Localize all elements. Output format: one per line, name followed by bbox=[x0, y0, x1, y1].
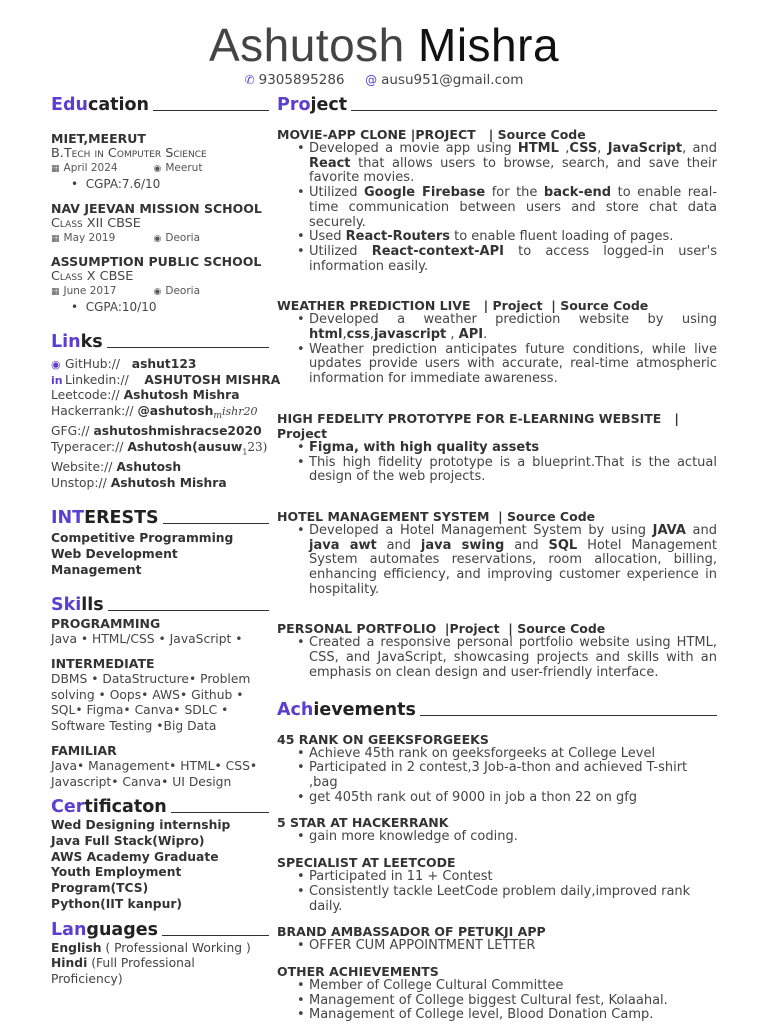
certification-item: Wed Designing internship bbox=[51, 818, 231, 833]
achievement-bullet: • Achieve 45th rank on geeksforgeeks at College Level bbox=[309, 747, 717, 762]
achievement-heading: 5 STAR AT HACKERRANK bbox=[277, 815, 449, 831]
achievement-bullet: • Management of College biggest Cultural fest, Kolaahal. bbox=[309, 994, 717, 1009]
source-code-link[interactable]: | Source Code bbox=[498, 508, 596, 524]
source-code-link[interactable]: | Source Code bbox=[508, 621, 606, 637]
grade: • CGPA:10/10 bbox=[71, 300, 157, 314]
project-bullet: • Utilized React-context-API to access logged-in user's information easily. bbox=[309, 245, 717, 274]
linkedin-icon: in bbox=[51, 373, 63, 387]
links-title: Lin ks bbox=[51, 331, 269, 353]
skill-list: Java • HTML/CSS • JavaScript • bbox=[51, 632, 243, 647]
link-website[interactable]: Website:// Ashutosh bbox=[51, 459, 182, 474]
education-entry bbox=[51, 201, 269, 246]
left-column bbox=[51, 94, 281, 988]
skill-group-intermediate: INTERMEDIATE bbox=[51, 656, 155, 672]
interests-title: INT ERESTS bbox=[51, 507, 269, 529]
project-entry bbox=[277, 411, 717, 485]
project-link[interactable]: | Project bbox=[483, 298, 543, 314]
interest-item: Management bbox=[51, 562, 142, 577]
achievement-heading: SPECIALIST AT LEETCODE bbox=[277, 855, 456, 871]
achievement-heading: OTHER ACHIEVEMENTS bbox=[277, 963, 439, 979]
project-heading: HIGH FEDELITY PROTOTYPE FOR E-LEARNING WEBSITE | Project bbox=[277, 410, 679, 441]
education-meta: ▦ June 2017 ◉ Deoria bbox=[51, 285, 201, 297]
interest-item: Web Development bbox=[51, 546, 178, 561]
achievement-heading: 45 RANK ON GEEKSFORGEEKS bbox=[277, 731, 489, 747]
source-code-link[interactable]: | Source Code bbox=[488, 127, 586, 142]
first-name: Ashutosh bbox=[208, 19, 405, 71]
link-linkedin[interactable]: in Linkedin:// ASHUTOSH MISHRA bbox=[51, 372, 281, 387]
phone-icon: ✆ bbox=[244, 73, 255, 87]
link-leetcode[interactable]: Leetcode:// Ashutosh Mishra bbox=[51, 388, 240, 403]
skills-title: Ski lls bbox=[51, 594, 269, 616]
language-item: Hindi (Full Professional Proficiency) bbox=[51, 956, 195, 986]
education-meta: ▦ May 2019 ◉ Deoria bbox=[51, 232, 201, 244]
source-code-link[interactable]: | Source Code bbox=[551, 298, 649, 314]
education-entry bbox=[51, 254, 269, 315]
calendar-icon: ▦ bbox=[51, 287, 60, 297]
education-title: Edu cation bbox=[51, 94, 269, 116]
achievement-bullet: • Participated in 11 + Contest bbox=[309, 870, 717, 885]
resume-header bbox=[0, 18, 768, 88]
project-heading: HOTEL MANAGEMENT SYSTEM | Source Code bbox=[277, 508, 596, 524]
project-entry bbox=[277, 621, 717, 680]
calendar-icon: ▦ bbox=[51, 234, 60, 244]
achievement-bullet: • Participated in 2 contest,3 Job-a-thon and achieved T-shirt ,bag bbox=[309, 761, 717, 790]
skill-group-programming: PROGRAMMING bbox=[51, 616, 161, 632]
project-bullet: • Weather prediction anticipates future conditions, while live updates provide users with accurate, real-time atmospheric information for immediate awareness. bbox=[309, 343, 717, 387]
project-link[interactable]: |Project bbox=[444, 621, 500, 637]
at-icon: @ bbox=[365, 73, 378, 87]
skill-group-familiar: FAMILIAR bbox=[51, 742, 117, 758]
email-address[interactable]: ausu951@gmail.com bbox=[381, 72, 524, 88]
interest-item: Competitive Programming bbox=[51, 531, 234, 546]
certification-item: AWS Academy Graduate bbox=[51, 849, 219, 864]
grade: • CGPA:7.6/10 bbox=[71, 177, 161, 191]
achievement-bullet: • OFFER CUM APPOINTMENT LETTER bbox=[309, 939, 717, 954]
school-name: NAV JEEVAN MISSION SCHOOL bbox=[51, 201, 262, 216]
languages-title: Lan guages bbox=[51, 919, 269, 941]
skill-list: DBMS • DataStructure• Problem solving • Oops• AWS• Github • SQL• Figma• Canva• SDLC • Software Testing •Big Data bbox=[51, 672, 251, 734]
project-heading: PERSONAL PORTFOLIO |Project | Source Code bbox=[277, 621, 606, 637]
link-hackerrank[interactable]: Hackerrank:// @ashutosh$_m$ishr20 bbox=[51, 404, 258, 422]
degree: Class XII CBSE bbox=[51, 216, 141, 231]
education-meta: ▦ April 2024 ◉ Meerut bbox=[51, 162, 203, 174]
phone-number[interactable]: 9305895286 bbox=[258, 72, 345, 88]
certification-list bbox=[51, 818, 269, 912]
location-pin-icon: ◉ bbox=[153, 287, 162, 297]
achievement-bullet: • get 405th rank out of 9000 in job a thon 22 on gfg bbox=[309, 791, 717, 806]
links-list bbox=[51, 357, 281, 491]
project-link[interactable]: | Project bbox=[277, 410, 679, 441]
achievement-entry bbox=[277, 964, 717, 1023]
candidate-name bbox=[0, 18, 768, 72]
link-unstop[interactable]: Unstop:// Ashutosh Mishra bbox=[51, 475, 227, 490]
interests-list bbox=[51, 531, 269, 578]
achievement-bullet: • Member of College Cultural Committee bbox=[309, 979, 717, 994]
achievement-heading: BRAND AMBASSADOR OF PETUKJI APP bbox=[277, 924, 546, 940]
calendar-icon: ▦ bbox=[51, 164, 60, 174]
location-pin-icon: ◉ bbox=[153, 234, 162, 244]
achievement-entry bbox=[277, 815, 717, 845]
school-name: ASSUMPTION PUBLIC SCHOOL bbox=[51, 254, 262, 269]
degree: Class X CBSE bbox=[51, 269, 134, 284]
education-entry bbox=[51, 131, 269, 192]
project-bullet: • Figma, with high quality assets bbox=[309, 441, 717, 456]
achievement-entry bbox=[277, 855, 717, 914]
degree: B.Tech in Computer Science bbox=[51, 146, 207, 161]
project-bullet: • This high fidelity prototype is a blueprint.That is the actual design of the web projects. bbox=[309, 456, 717, 485]
achievement-entry bbox=[277, 924, 717, 954]
certification-item: Python(IIT kanpur) bbox=[51, 896, 183, 911]
right-column bbox=[277, 94, 717, 1023]
language-item: English ( Professional Working ) bbox=[51, 940, 251, 955]
project-bullet: • Developed a movie app using HTML ,CSS, JavaScript, and React that allows users to browse, search, and save their favorite movies. bbox=[309, 142, 717, 186]
location-pin-icon: ◉ bbox=[153, 164, 162, 174]
achievement-bullet: • Consistently tackle LeetCode problem daily,improved rank daily. bbox=[309, 885, 717, 914]
project-heading: WEATHER PREDICTION LIVE | Project | Source Code bbox=[277, 298, 649, 314]
project-bullet: • Utilized Google Firebase for the back-end to enable real-time communication between users and store chat data securely. bbox=[309, 186, 717, 230]
project-bullet: • Created a responsive personal portfolio website using HTML, CSS, and JavaScript, showcasing projects and skills with an emphasis on clean design and user-friendly interface. bbox=[309, 636, 717, 680]
project-entry bbox=[277, 509, 717, 598]
project-entry bbox=[277, 298, 717, 387]
project-entry bbox=[277, 127, 717, 274]
project-bullet: • Developed a weather prediction website by using html,css,javascript , API. bbox=[309, 313, 717, 342]
link-github[interactable]: ◉ GitHub:// ashut123 bbox=[51, 357, 197, 371]
certification-item: Youth Employment Program(TCS) bbox=[51, 865, 182, 896]
achievement-bullet: • Management of College level, Blood Donation Camp. bbox=[309, 1008, 717, 1023]
project-title: Pro ject bbox=[277, 94, 717, 116]
github-icon: ◉ bbox=[51, 358, 61, 371]
link-typeracer[interactable]: Typeracer:// Ashutosh(ausuw$_1$23) bbox=[51, 439, 268, 457]
certification-title: Cer tificaton bbox=[51, 796, 269, 818]
achievements-title: Ach ievements bbox=[277, 699, 717, 721]
contact-line bbox=[0, 72, 768, 88]
last-name: Mishra bbox=[418, 19, 560, 71]
link-gfg[interactable]: GFG:// ashutoshmishracse2020 bbox=[51, 424, 262, 438]
project-bullet: • Used React-Routers to enable fluent loading of pages. bbox=[309, 230, 717, 245]
school-name: MIET,MEERUT bbox=[51, 131, 146, 146]
achievement-bullet: • gain more knowledge of coding. bbox=[309, 830, 717, 845]
project-bullet: • Developed a Hotel Management System by using JAVA and java awt and java swing and SQL Hotel Management System automates reservations, room allocation, billing, enhancing efficiency, and improving customer experience in hospitality. bbox=[309, 524, 717, 598]
skill-list: Java• Management• HTML• CSS• Javascript• Canva• UI Design bbox=[51, 758, 258, 789]
certification-item: Java Full Stack(Wipro) bbox=[51, 834, 205, 848]
achievement-entry bbox=[277, 732, 717, 806]
project-heading: MOVIE-APP CLONE |PROJECT | Source Code bbox=[277, 127, 586, 142]
